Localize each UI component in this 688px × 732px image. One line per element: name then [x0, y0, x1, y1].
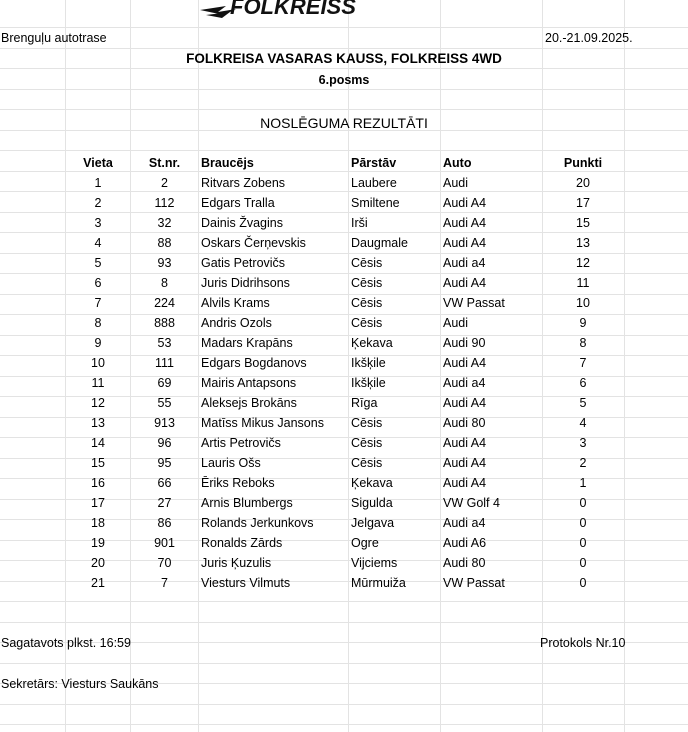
cell-car: Audi A4	[443, 476, 487, 490]
cell-number: 70	[157, 556, 172, 570]
table-row	[0, 373, 688, 393]
column-header-car: Auto	[443, 156, 472, 170]
cell-club: Cēsis	[351, 316, 383, 330]
cell-number: 111	[154, 356, 174, 370]
cell-car: Audi A4	[443, 356, 487, 370]
cell-car: Audi a4	[443, 376, 486, 390]
cell-number: 888	[154, 316, 175, 330]
cell-points: 0	[579, 496, 587, 510]
cell-driver: Edgars Tralla	[201, 196, 275, 210]
cell-car: Audi A4	[443, 216, 487, 230]
cell-number: 7	[161, 576, 168, 590]
table-row	[0, 553, 688, 573]
table-row	[0, 533, 688, 553]
cell-car: Audi A6	[443, 536, 487, 550]
cell-driver: Juris Ķuzulis	[201, 556, 272, 570]
cell-club: Cēsis	[351, 416, 383, 430]
cell-driver: Alvils Krams	[201, 296, 270, 310]
cell-club: Laubere	[351, 176, 397, 190]
page-title: FOLKREISA VASARAS KAUSS, FOLKREISS 4WD	[186, 51, 502, 66]
table-row	[0, 393, 688, 413]
cell-points: 3	[579, 436, 587, 450]
table-row	[0, 293, 688, 313]
cell-club: Vijciems	[351, 556, 398, 570]
cell-place: 12	[91, 396, 105, 410]
stage-label: 6.posms	[318, 73, 370, 87]
cell-number: 2	[161, 176, 168, 190]
cell-club: Cēsis	[351, 276, 383, 290]
cell-driver: Aleksejs Brokāns	[201, 396, 297, 410]
cell-place: 7	[94, 296, 102, 310]
cell-place: 5	[94, 256, 102, 270]
cell-number: 53	[157, 336, 172, 350]
cell-car: Audi 80	[443, 416, 486, 430]
cell-points: 12	[576, 256, 590, 270]
cell-points: 10	[576, 296, 590, 310]
cell-club: Ķekava	[351, 476, 393, 490]
cell-driver: Madars Krapāns	[201, 336, 293, 350]
cell-number: 901	[154, 536, 175, 550]
svg-text:FOLKREISS: FOLKREISS	[230, 0, 356, 19]
cell-club: Ikšķile	[351, 356, 386, 370]
protocol-number: Protokols Nr.10	[540, 636, 626, 650]
cell-club: Mūrmuiža	[351, 576, 406, 590]
cell-place: 18	[91, 516, 105, 530]
table-row	[0, 573, 688, 593]
secretary: Sekretārs: Viesturs Saukāns	[1, 677, 159, 691]
cell-driver: Ritvars Zobens	[201, 176, 286, 190]
cell-car: Audi A4	[443, 196, 487, 210]
cell-car: Audi A4	[443, 236, 487, 250]
results-subtitle: NOSLĒGUMA REZULTĀTI	[260, 115, 428, 131]
table-row	[0, 173, 688, 193]
cell-number: 88	[157, 236, 172, 250]
cell-number: 86	[157, 516, 172, 530]
cell-club: Rīga	[351, 396, 378, 410]
cell-driver: Matīss Mikus Jansons	[201, 416, 324, 430]
cell-points: 6	[579, 376, 587, 390]
cell-driver: Gatis Petrovičs	[201, 256, 286, 270]
cell-driver: Viesturs Vilmuts	[201, 576, 291, 590]
cell-number: 66	[157, 476, 172, 490]
cell-driver: Arnis Blumbergs	[201, 496, 293, 510]
cell-place: 21	[91, 576, 105, 590]
cell-points: 0	[579, 516, 587, 530]
cell-points: 4	[579, 416, 587, 430]
column-header-place: Vieta	[83, 156, 113, 170]
column-header-number: St.nr.	[148, 156, 181, 170]
cell-number: 224	[154, 296, 175, 310]
cell-driver: Edgars Bogdanovs	[201, 356, 307, 370]
cell-car: Audi 80	[443, 556, 486, 570]
cell-place: 17	[91, 496, 105, 510]
cell-car: Audi	[443, 176, 469, 190]
cell-car: Audi A4	[443, 456, 487, 470]
cell-driver: Ronalds Zārds	[201, 536, 283, 550]
cell-club: Ķekava	[351, 336, 393, 350]
cell-number: 95	[157, 456, 172, 470]
table-row	[0, 333, 688, 353]
table-row	[0, 313, 688, 333]
cell-car: VW Golf 4	[443, 496, 500, 510]
event-dates: 20.-21.09.2025.	[545, 31, 633, 45]
cell-club: Cēsis	[351, 456, 383, 470]
cell-number: 112	[154, 196, 175, 210]
cell-place: 20	[91, 556, 105, 570]
cell-place: 1	[94, 176, 102, 190]
cell-number: 55	[157, 396, 172, 410]
cell-points: 0	[579, 556, 587, 570]
cell-place: 6	[94, 276, 102, 290]
cell-points: 2	[579, 456, 587, 470]
cell-car: VW Passat	[443, 576, 505, 590]
column-header-club: Pārstāv	[351, 156, 397, 170]
column-header-points: Punkti	[563, 156, 603, 170]
cell-number: 32	[157, 216, 172, 230]
cell-points: 15	[576, 216, 590, 230]
cell-driver: Andris Ozols	[201, 316, 272, 330]
cell-points: 17	[576, 196, 590, 210]
table-row	[0, 233, 688, 253]
cell-club: Cēsis	[351, 296, 383, 310]
cell-place: 8	[94, 316, 102, 330]
cell-driver: Ēriks Reboks	[201, 476, 275, 490]
cell-points: 5	[579, 396, 587, 410]
cell-place: 4	[94, 236, 102, 250]
cell-club: Ikšķile	[351, 376, 386, 390]
cell-club: Ogre	[351, 536, 379, 550]
cell-driver: Artis Petrovičs	[201, 436, 281, 450]
cell-club: Irši	[351, 216, 368, 230]
cell-points: 8	[579, 336, 587, 350]
cell-club: Jelgava	[351, 516, 395, 530]
table-row	[0, 513, 688, 533]
cell-driver: Juris Didrihsons	[201, 276, 290, 290]
cell-place: 11	[91, 376, 105, 390]
cell-club: Cēsis	[351, 256, 383, 270]
table-row	[0, 353, 688, 373]
cell-place: 14	[91, 436, 105, 450]
prepared-time: Sagatavots plkst. 16:59	[1, 636, 131, 650]
cell-car: Audi a4	[443, 256, 486, 270]
cell-points: 9	[579, 316, 587, 330]
cell-place: 13	[91, 416, 105, 430]
cell-number: 93	[157, 256, 172, 270]
cell-points: 1	[579, 476, 587, 490]
cell-points: 0	[579, 576, 587, 590]
table-row	[0, 273, 688, 293]
folkreiss-logo	[196, 0, 374, 22]
table-row	[0, 493, 688, 513]
cell-place: 2	[94, 196, 102, 210]
cell-car: Audi 90	[443, 336, 486, 350]
table-row	[0, 433, 688, 453]
cell-place: 16	[91, 476, 105, 490]
table-row	[0, 413, 688, 433]
table-row	[0, 473, 688, 493]
cell-driver: Oskars Čerņevskis	[201, 236, 306, 250]
column-header-driver: Braucējs	[201, 156, 254, 170]
cell-car: Audi A4	[443, 396, 487, 410]
cell-number: 8	[161, 276, 168, 290]
cell-club: Sigulda	[351, 496, 393, 510]
cell-car: Audi A4	[443, 436, 487, 450]
cell-driver: Mairis Antapsons	[201, 376, 297, 390]
cell-points: 7	[579, 356, 587, 370]
cell-car: VW Passat	[443, 296, 505, 310]
table-row	[0, 453, 688, 473]
cell-car: Audi a4	[443, 516, 486, 530]
cell-number: 27	[157, 496, 172, 510]
table-row	[0, 253, 688, 273]
cell-place: 9	[94, 336, 102, 350]
cell-club: Daugmale	[351, 236, 408, 250]
table-header	[0, 153, 688, 173]
cell-points: 13	[576, 236, 590, 250]
cell-club: Smiltene	[351, 196, 400, 210]
cell-car: Audi	[443, 316, 469, 330]
cell-driver: Rolands Jerkunkovs	[201, 516, 314, 530]
table-row	[0, 193, 688, 213]
cell-place: 10	[91, 356, 105, 370]
cell-points: 11	[576, 276, 590, 290]
cell-place: 15	[91, 456, 105, 470]
cell-number: 96	[157, 436, 172, 450]
table-row	[0, 213, 688, 233]
cell-number: 913	[154, 416, 175, 430]
cell-driver: Dainis Žvagins	[201, 216, 283, 230]
cell-driver: Lauris Ošs	[201, 456, 261, 470]
cell-club: Cēsis	[351, 436, 383, 450]
venue: Brenguļu autotrase	[1, 31, 107, 45]
cell-number: 69	[157, 376, 172, 390]
cell-place: 3	[94, 216, 102, 230]
cell-points: 0	[579, 536, 587, 550]
cell-points: 20	[576, 176, 590, 190]
cell-car: Audi A4	[443, 276, 487, 290]
cell-place: 19	[91, 536, 105, 550]
